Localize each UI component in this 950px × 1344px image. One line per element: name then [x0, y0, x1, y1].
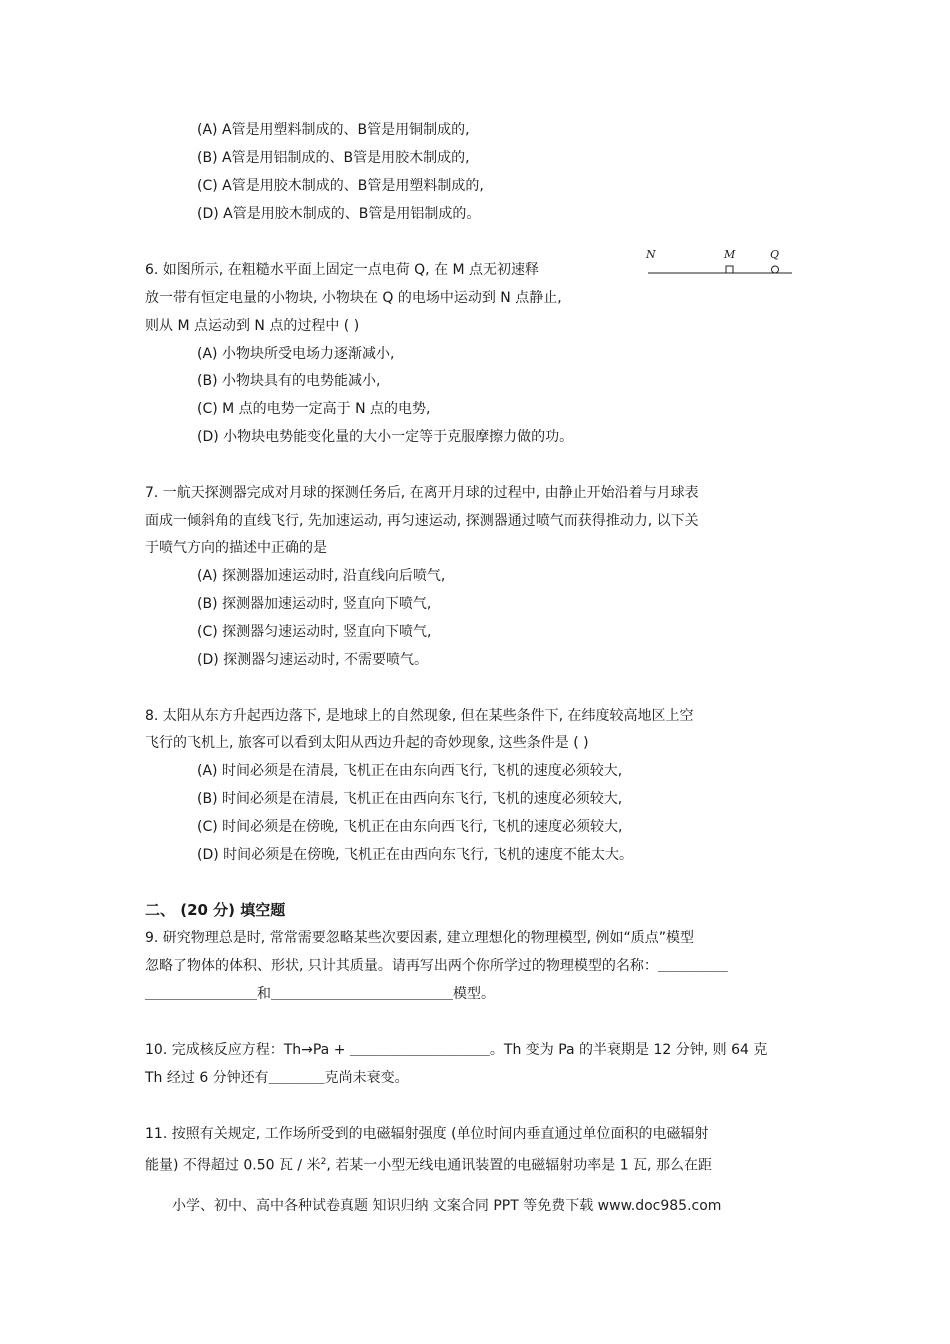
diagram-label-q: Q [770, 248, 780, 261]
section-2-heading: 二、 (20 分) 填空题 [145, 901, 286, 919]
q8-stem-line-2: 飞行的飞机上, 旅客可以看到太阳从西边升起的奇妙现象, 这些条件是 ( ) [145, 735, 589, 751]
q11-line-1: 11. 按照有关规定, 工作场所受到的电磁辐射强度 (单位时间内垂直通过单位面积的电磁辐射 [145, 1126, 709, 1142]
q7-option-c: (C) 探测器匀速运动时, 竖直向下喷气, [197, 624, 432, 640]
q5-option-a: (A) A管是用塑料制成的、B管是用铜制成的, [197, 122, 470, 138]
q7-stem-line-1: 7. 一航天探测器完成对月球的探测任务后, 在离开月球的过程中, 由静止开始沿着与月球表 [145, 485, 699, 501]
q6-stem-line-3: 则从 M 点运动到 N 点的过程中 ( ) [145, 318, 360, 334]
diagram-charge [772, 266, 779, 273]
q6-stem-line-1: 6. 如图所示, 在粗糙水平面上固定一点电荷 Q, 在 M 点无初速释 [145, 262, 540, 278]
q6-option-d: (D) 小物块电势能变化量的大小一定等于克服摩擦力做的功。 [197, 429, 574, 445]
q10-line-1: 10. 完成核反应方程：Th→Pa + ＿＿＿＿＿＿＿＿＿＿。Th 变为 Pa 的半衰期是 12 分钟, 则 64 克 [145, 1042, 768, 1058]
q11-line-2-start: 能量) 不得超过 0.50 瓦 / 米 [145, 1157, 321, 1174]
q7-option-d: (D) 探测器匀速运动时, 不需要喷气。 [197, 652, 429, 668]
diagram-block [726, 266, 733, 273]
q8-option-c: (C) 时间必须是在傍晚, 飞机正在由东向西飞行, 飞机的速度必须较大, [197, 819, 623, 835]
page-footer: 小学、初中、高中各种试卷真题 知识归纳 文案合同 PPT 等免费下载 www.doc985.com [172, 1198, 722, 1214]
q7-stem-line-2: 面成一倾斜角的直线飞行, 先加速运动, 再匀速运动, 探测器通过喷气而获得推动力, 以下关 [145, 513, 699, 529]
q11-line-2 [145, 1152, 712, 1176]
diagram-label-m: M [724, 248, 736, 261]
q5-option-d: (D) A管是用胶木制成的、B管是用铝制成的。 [197, 206, 481, 222]
q8-stem-line-1: 8. 太阳从东方升起西边落下, 是地球上的自然现象, 但在某些条件下, 在纬度较高地区上空 [145, 708, 694, 724]
q5-option-b: (B) A管是用铝制成的、B管是用胶木制成的, [197, 150, 470, 166]
diagram-label-n: N [646, 248, 656, 261]
q9-line-1: 9. 研究物理总是时, 常常需要忽略某些次要因素, 建立理想化的物理模型, 例如“质点”模型 [145, 930, 695, 946]
q8-option-a: (A) 时间必须是在清晨, 飞机正在由东向西飞行, 飞机的速度必须较大, [197, 763, 623, 779]
q7-option-b: (B) 探测器加速运动时, 竖直向下喷气, [197, 596, 432, 612]
q6-option-c: (C) M 点的电势一定高于 N 点的电势, [197, 401, 431, 417]
q9-line-2: 忽略了物体的体积、形状, 只计其质量。请再写出两个你所学过的物理模型的名称：＿＿＿＿＿ [145, 958, 728, 974]
q6-option-b: (B) 小物块具有的电势能减小, [197, 373, 381, 389]
q11-superscript: 2 [320, 1157, 327, 1167]
q5-option-c: (C) A管是用胶木制成的、B管是用塑料制成的, [197, 178, 484, 194]
q6-option-a: (A) 小物块所受电场力逐渐减小, [197, 346, 395, 362]
q7-option-a: (A) 探测器加速运动时, 沿直线向后喷气, [197, 568, 446, 584]
q6-stem-line-2: 放一带有恒定电量的小物块, 小物块在 Q 的电场中运动到 N 点静止, [145, 290, 562, 306]
q11-line-2-end: , 若某一小型无线电通讯装置的电磁辐射功率是 1 瓦, 那么在距 [326, 1157, 712, 1174]
q6-diagram [640, 246, 800, 280]
q8-option-d: (D) 时间必须是在傍晚, 飞机正在由西向东飞行, 飞机的速度不能太大。 [197, 847, 633, 863]
q9-line-3: ＿＿＿＿＿＿＿＿和＿＿＿＿＿＿＿＿＿＿＿＿＿模型。 [145, 986, 495, 1002]
q7-stem-line-3: 于喷气方向的描述中正确的是 [145, 540, 327, 556]
q10-line-2: Th 经过 6 分钟还有＿＿＿＿克尚未衰变。 [145, 1070, 409, 1086]
q8-option-b: (B) 时间必须是在清晨, 飞机正在由西向东飞行, 飞机的速度必须较大, [197, 791, 623, 807]
